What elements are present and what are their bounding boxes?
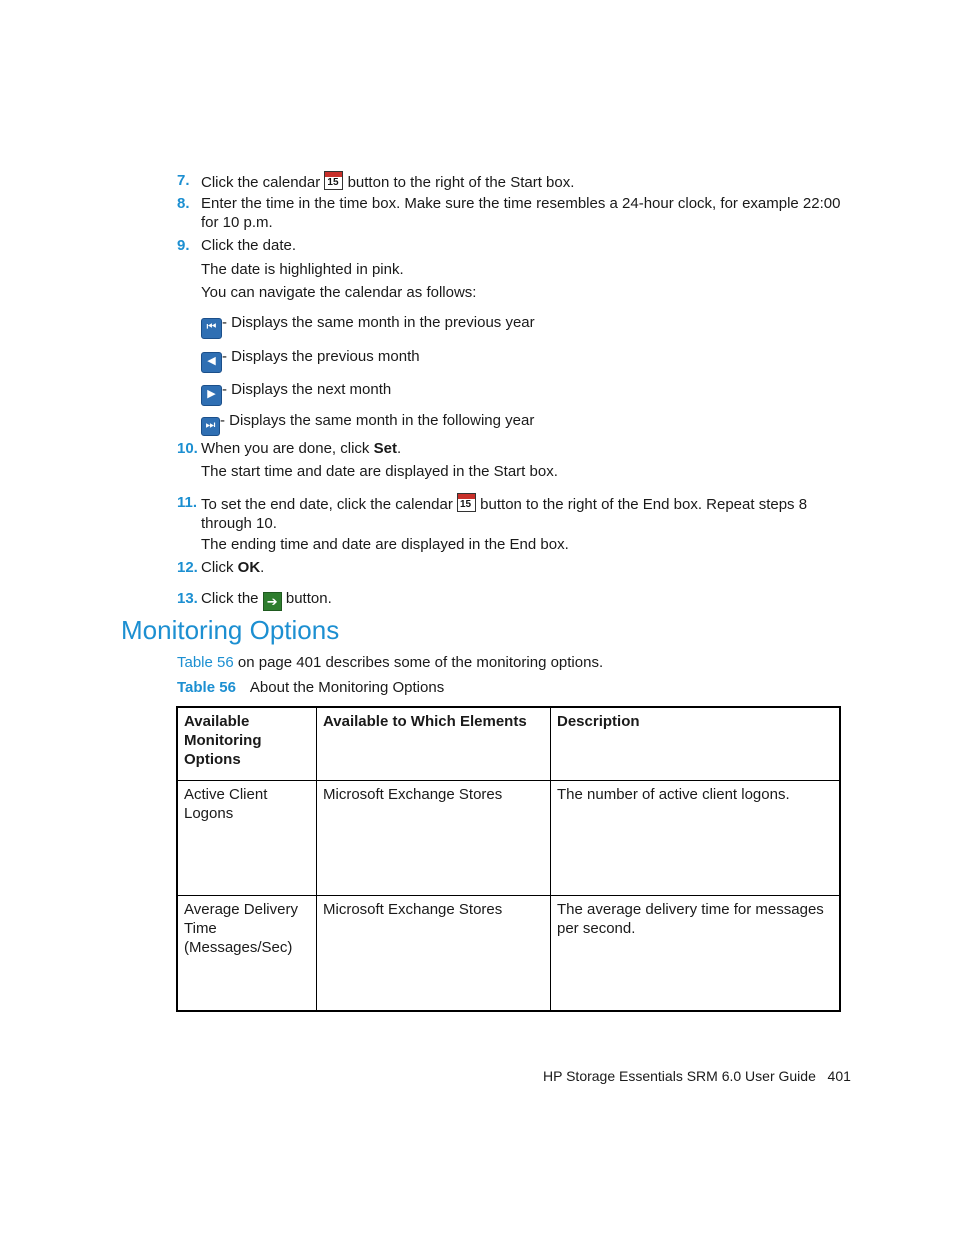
step-text-after: button to the right of the End box. Repeat steps 8 through 10. [201, 496, 808, 532]
table-cell: Microsoft Exchange Stores [317, 781, 551, 896]
calendar-icon-day: 15 [327, 177, 339, 188]
prev-month-icon: ◀ [201, 352, 222, 373]
step-number: 7. [177, 172, 190, 189]
step-text-before: To set the end date, click the calendar [201, 496, 453, 513]
step-number: 10. [177, 440, 198, 457]
calendar-icon-day: 15 [460, 499, 472, 510]
table-header-cell: Description [551, 707, 841, 781]
note-text: You can navigate the calendar as follows: [201, 284, 477, 301]
step-text [201, 439, 401, 458]
step-text [201, 558, 264, 577]
step-number: 12. [177, 559, 198, 576]
nav-item-next-month [201, 380, 391, 406]
step-text-after: button to the right of the Start box. [347, 174, 575, 191]
monitoring-options-table [176, 706, 841, 1012]
set-label: Set [373, 440, 397, 457]
step-number: 9. [177, 237, 190, 254]
step-number: 8. [177, 195, 190, 212]
page-number: 401 [827, 1068, 851, 1084]
section-title: Monitoring Options [121, 615, 340, 645]
table-header-cell: Available to Which Elements [317, 707, 551, 781]
nav-item-prev-month [201, 347, 420, 373]
step-text-before: When you are done, click [201, 440, 374, 457]
note-text: The date is highlighted in pink. [201, 261, 404, 278]
nav-item-text: - Displays the next month [222, 381, 392, 398]
step-text [201, 493, 821, 533]
table-header-row [177, 707, 840, 781]
note-text: The ending time and date are displayed in the End box. [201, 536, 569, 553]
step-text-before: Click the calendar [201, 174, 321, 191]
step-text-after: . [396, 440, 402, 457]
ok-label: OK [237, 559, 261, 576]
table-caption-title: About the Monitoring Options [249, 679, 445, 696]
nav-item-text: - Displays the same month in the previous year [222, 314, 535, 331]
intro-text: on page 401 describes some of the monitoring options. [233, 654, 604, 671]
step-number: 13. [177, 590, 198, 607]
step-text: Enter the time in the time box. Make sure the time resembles a 24-hour clock, for example 22:00 for 10 p.m. [201, 195, 841, 231]
table-link[interactable]: Table 56 [177, 654, 234, 671]
step-text-before: Click the [201, 590, 259, 607]
calendar-icon [457, 493, 476, 512]
intro-paragraph [177, 653, 603, 672]
nav-item-text: - Displays the same month in the following year [220, 412, 535, 429]
step-text [201, 589, 332, 611]
step-number: 11. [177, 494, 198, 511]
table-caption-label: Table 56 [177, 679, 236, 696]
step-text: Click the date. [201, 237, 297, 254]
table-cell: Average Delivery Time (Messages/Sec) [177, 896, 317, 1012]
step-text [201, 171, 574, 192]
step-text-before: Click [201, 559, 238, 576]
calendar-icon [324, 171, 343, 190]
go-arrow-icon: ➔ [263, 592, 282, 611]
page-footer [543, 1067, 851, 1086]
nav-item-next-year [201, 411, 534, 436]
table-row [177, 896, 840, 1012]
nav-item-prev-year [201, 313, 535, 339]
next-month-icon: ▶ [201, 385, 222, 406]
guide-title: HP Storage Essentials SRM 6.0 User Guide [543, 1068, 816, 1084]
table-cell: The number of active client logons. [551, 781, 841, 896]
nav-item-text: - Displays the previous month [222, 348, 420, 365]
table-cell: Microsoft Exchange Stores [317, 896, 551, 1012]
table-row [177, 781, 840, 896]
step-text-after: button. [285, 590, 332, 607]
step-text-after: . [260, 559, 265, 576]
table-cell: The average delivery time for messages per second. [551, 896, 841, 1012]
table-cell: Active Client Logons [177, 781, 317, 896]
prev-year-icon: ⏮ [201, 318, 222, 339]
note-text: The start time and date are displayed in the Start box. [201, 463, 558, 480]
table-header-cell: Available Monitoring Options [177, 707, 317, 781]
table-caption [177, 678, 444, 697]
next-year-icon: ⏭ [201, 417, 220, 436]
